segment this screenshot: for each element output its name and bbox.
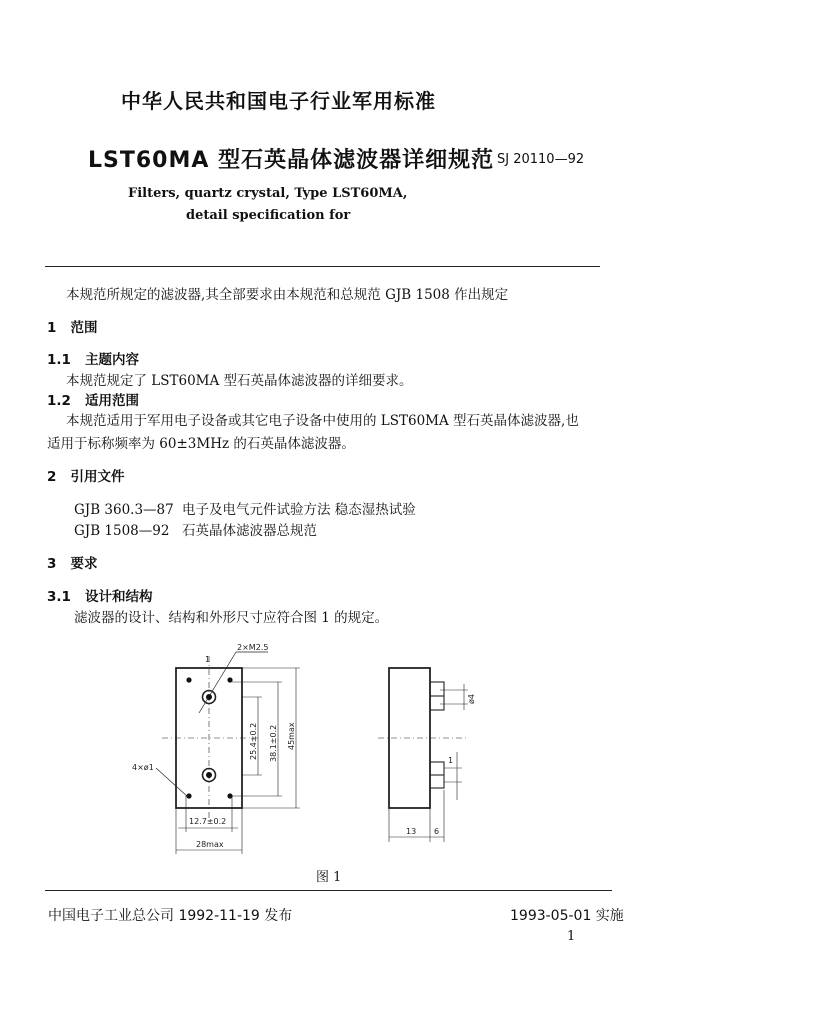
label-dim-38: 38.1±0.2 bbox=[269, 724, 278, 762]
section-title: 要求 bbox=[70, 556, 98, 572]
label-screw: 2×M2.5 bbox=[237, 643, 269, 652]
label-dim-25: 25.4±0.2 bbox=[249, 722, 258, 760]
reference-title: 石英晶体滤波器总规范 bbox=[182, 523, 317, 539]
label-mark-1b: 1 bbox=[448, 756, 454, 765]
page-number: 1 bbox=[567, 929, 576, 944]
reference-code: GJB 1508—92 bbox=[74, 523, 170, 539]
section-number: 3 bbox=[47, 556, 57, 572]
section-3-heading bbox=[47, 552, 98, 572]
mounting-hole bbox=[227, 677, 232, 682]
label-dim-13: 13 bbox=[406, 827, 417, 836]
section-1-2-heading bbox=[47, 389, 139, 409]
section-1-heading bbox=[47, 316, 98, 336]
label-mark-1a: 1 bbox=[205, 655, 211, 664]
standard-org-header: 中华人民共和国电子行业军用标准 bbox=[121, 89, 436, 113]
reference-title: 电子及电气元件试验方法 稳态湿热试验 bbox=[182, 502, 416, 518]
section-number: 1.1 bbox=[47, 352, 71, 368]
standard-code: SJ 20110—92 bbox=[497, 152, 585, 167]
document-title: LST60MA 型石英晶体滤波器详细规范 bbox=[88, 148, 495, 173]
label-dim-45: 45max bbox=[287, 722, 296, 750]
label-dim-phi4: ø4 bbox=[467, 694, 476, 704]
issue-date: 中国电子工业总公司 1992-11-19 发布 bbox=[48, 908, 293, 924]
figure-1-drawing bbox=[120, 640, 490, 860]
mounting-hole bbox=[227, 793, 232, 798]
figure-caption: 图 1 bbox=[316, 870, 342, 885]
section-number: 1.2 bbox=[47, 393, 71, 409]
section-1-1-heading bbox=[47, 348, 139, 368]
section-title: 范围 bbox=[70, 320, 98, 336]
footer-divider bbox=[45, 890, 612, 891]
section-1-2-text-line-1: 本规范适用于军用电子设备或其它电子设备中使用的 LST60MA 型石英晶体滤波器,也 bbox=[66, 413, 579, 429]
mounting-hole bbox=[186, 677, 191, 682]
section-3-1-text: 滤波器的设计、结构和外形尺寸应符合图 1 的规定。 bbox=[74, 610, 389, 626]
label-dim-28: 28max bbox=[196, 840, 224, 849]
section-title: 适用范围 bbox=[85, 393, 140, 409]
header-divider bbox=[45, 266, 600, 267]
reference-item bbox=[74, 498, 416, 518]
label-dim-12: 12.7±0.2 bbox=[189, 817, 227, 826]
mounting-hole bbox=[186, 793, 191, 798]
intro-paragraph: 本规范所规定的滤波器,其全部要求由本规范和总规范 GJB 1508 作出规定 bbox=[66, 287, 509, 303]
section-1-1-text: 本规范规定了 LST60MA 型石英晶体滤波器的详细要求。 bbox=[66, 373, 413, 389]
effective-date: 1993-05-01 实施 bbox=[510, 908, 624, 924]
section-title: 设计和结构 bbox=[85, 589, 153, 605]
label-dim-6: 6 bbox=[434, 827, 440, 836]
section-number: 3.1 bbox=[47, 589, 71, 605]
reference-item bbox=[74, 519, 317, 539]
section-number: 1 bbox=[47, 320, 57, 336]
section-2-heading bbox=[47, 465, 125, 485]
reference-code: GJB 360.3—87 bbox=[74, 502, 174, 518]
english-title-line-2: detail specification for bbox=[186, 208, 351, 223]
label-holes: 4×ø1 bbox=[132, 763, 154, 772]
english-title-line-1: Filters, quartz crystal, Type LST60MA, bbox=[128, 186, 408, 201]
section-title: 主题内容 bbox=[85, 352, 140, 368]
section-3-1-heading bbox=[47, 585, 153, 605]
section-title: 引用文件 bbox=[70, 469, 125, 485]
section-1-2-text-line-2: 适用于标称频率为 60±3MHz 的石英晶体滤波器。 bbox=[47, 436, 355, 452]
section-number: 2 bbox=[47, 469, 57, 485]
